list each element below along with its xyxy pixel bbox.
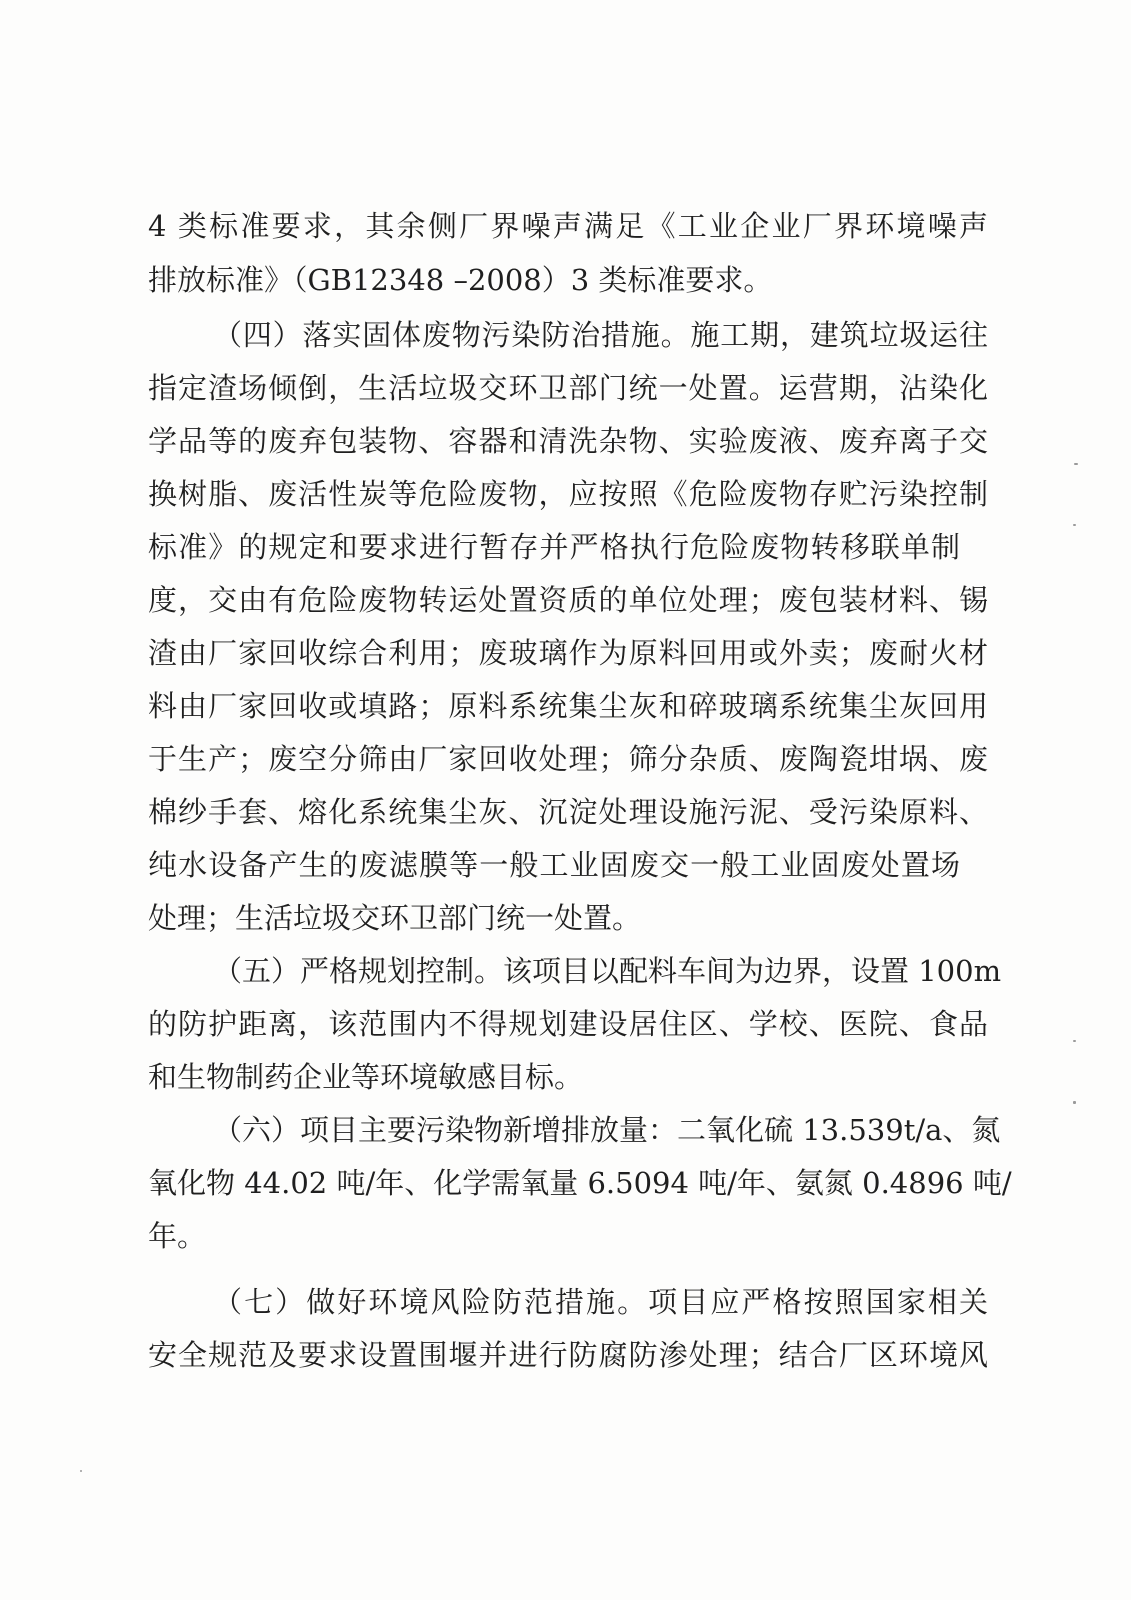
text-line: 氧化物 44.02 吨/年、化学需氧量 6.5094 吨/年、氨氮 0.4896 吨/ xyxy=(148,1166,1012,1200)
text-line: 学品等的废弃包装物、容器和清洗杂物、实验废液、废弃离子交 xyxy=(148,424,988,458)
text-line: 排放标准》（GB12348 –2008）3 类标准要求。 xyxy=(148,263,773,297)
text-line: 4 类标准要求，其余侧厂界噪声满足《工业企业厂界环境噪声 xyxy=(148,209,988,243)
text-line: 渣由厂家回收综合利用；废玻璃作为原料回用或外卖；废耐火材 xyxy=(148,636,988,670)
paragraph-start-line: （五）严格规划控制。该项目以配料车间为边界，设置 100m xyxy=(213,954,1002,988)
scan-speck xyxy=(80,1470,82,1472)
text-line: 年。 xyxy=(148,1219,207,1253)
text-line: 料由厂家回收或填路；原料系统集尘灰和碎玻璃系统集尘灰回用 xyxy=(148,689,988,723)
text-line: 换树脂、废活性炭等危险废物，应按照《危险废物存贮污染控制 xyxy=(148,477,988,511)
text-line: 和生物制药企业等环境敏感目标。 xyxy=(148,1060,584,1094)
text-line: 安全规范及要求设置围堰并进行防腐防渗处理；结合厂区环境风 xyxy=(148,1338,988,1372)
text-line: 指定渣场倾倒，生活垃圾交环卫部门统一处置。运营期，沾染化 xyxy=(148,371,988,405)
text-line: 纯水设备产生的废滤膜等一般工业固废交一般工业固废处置场 xyxy=(148,848,960,882)
text-line: 的防护距离，该范围内不得规划建设居住区、学校、医院、食品 xyxy=(148,1007,988,1041)
text-line: 处理；生活垃圾交环卫部门统一处置。 xyxy=(148,901,642,935)
scan-speck xyxy=(1073,1101,1076,1104)
scan-speck xyxy=(1073,524,1076,526)
paragraph-start-line: （四）落实固体废物污染防治措施。施工期，建筑垃圾运往 xyxy=(213,318,988,352)
scan-speck xyxy=(1074,463,1078,465)
paragraph-start-line: （七）做好环境风险防范措施。项目应严格按照国家相关 xyxy=(213,1285,988,1319)
text-line: 度，交由有危险废物转运处置资质的单位处理；废包装材料、锡 xyxy=(148,583,988,617)
scan-speck xyxy=(1073,1040,1076,1042)
text-line: 标准》的规定和要求进行暂存并严格执行危险废物转移联单制 xyxy=(148,530,960,564)
text-line: 于生产；废空分筛由厂家回收处理；筛分杂质、废陶瓷坩埚、废 xyxy=(148,742,988,776)
paragraph-start-line: （六）项目主要污染物新增排放量：二氧化硫 13.539t/a、氮 xyxy=(213,1113,1001,1147)
text-line: 棉纱手套、熔化系统集尘灰、沉淀处理设施污泥、受污染原料、 xyxy=(148,795,988,829)
